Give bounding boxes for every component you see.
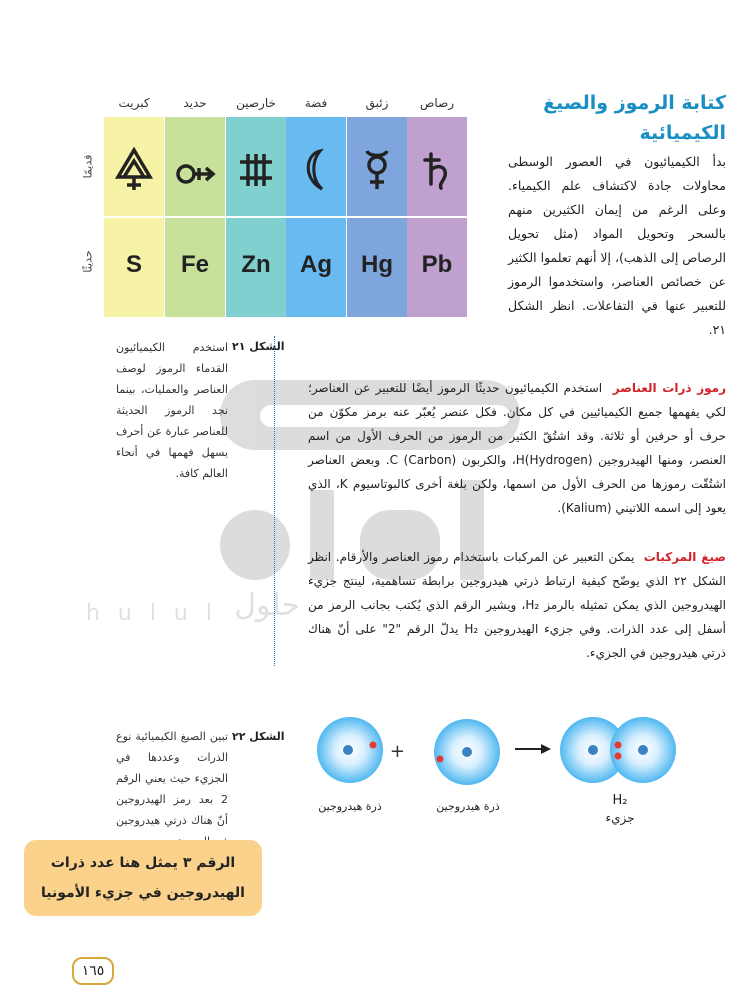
section-title: كتابة الرموز والصيغ الكيميائية	[543, 92, 726, 144]
figure21-caption: استخدم الكيميائيون القدماء الرموز لوصف العناصر والعمليات، بينما نجد الرموز الحديثة للعناصر عبارة عن أحرف يسهل فهمها في أنحاء العالم كافة.	[116, 341, 228, 480]
atom-label-1: ذرة هيدروجين	[318, 800, 382, 813]
lead-alchemy-icon	[407, 140, 467, 200]
hydrogen-molecule	[560, 717, 676, 783]
sulfur-alchemy-icon	[104, 140, 164, 200]
row-label-modern: حديثًا	[81, 250, 95, 273]
col-head-mercury: زئبق	[365, 96, 389, 110]
molecule-formula: H₂	[612, 793, 628, 808]
col-head-iron: حديد	[183, 96, 207, 110]
row-label-ancient: قديمًا	[81, 154, 95, 179]
callout-line-1: الرقم ٣ يمثل هنا عدد ذرات	[50, 855, 236, 871]
column-separator	[274, 336, 275, 666]
col-head-sulfur: كبريت	[118, 96, 150, 110]
figure22-caption: تبين الصيغ الكيميائية نوع الذرات وعددها في الجزيء حيث يعني الرقم 2 بعد رمز الهيدروجين أنّ هناك ذرتي هيدروجين	[116, 730, 228, 827]
iron-alchemy-icon	[165, 140, 225, 200]
element-symbols-heading: رموز ذرات العناصر	[612, 381, 726, 395]
atom-label-2: ذرة هيدروجين	[436, 800, 500, 813]
compound-formulas-text: يمكن التعبير عن المركبات باستخدام رموز العناصر والأرقام. انظر الشكل ٢٢ الذي يوضّح كيفية ارتباط ذرتي هيدروجين برابطة تساهمية، لينتج جزيء الهيدروجين الذي يمكن تمثيله بالرمز H₂، ويشير الرقم الذي يُكتب بجانب الرمز من أسفل إلى عدد الذرات. وفي جزيء الهيدروجين H₂ يدلّ الرقم "2" على أنّ هناك ذرتي هيدروجين في الجزيء.	[308, 550, 726, 660]
watermark-text-1: حلول	[234, 588, 300, 623]
callout-line-2: الهيدروجين في جزيء الأمونيا	[41, 885, 245, 901]
zinc-alchemy-icon	[226, 140, 286, 200]
col-head-silver: فضة	[304, 96, 328, 110]
page-number: ١٦٥	[72, 957, 114, 985]
compound-formulas-heading: صيغ المركبات	[643, 550, 726, 564]
watermark-text-2: hulul	[85, 601, 230, 626]
hydrogen-atom-1	[317, 717, 383, 783]
molecule-label: جزيء	[605, 811, 635, 825]
symbol-pb: Pb	[421, 251, 453, 278]
intro-paragraph: بدأ الكيميائيون في العصور الوسطى محاولات جادة لاكتشاف علم الكيمياء. وعلى الرغم من إيمان الكثيرين منهم بالسحر وتحويل المواد (مثل تحويل الرصاص إلى الذهب)، إلا أنهم تعلموا الكثير عن خصائص العناصر، واستخدموا الرموز للتعبير عنها في التفاعلات. انظر الشكل ٢١.	[508, 154, 726, 337]
col-head-zinc: خارصين	[236, 96, 276, 110]
mercury-alchemy-icon	[347, 140, 407, 200]
col-head-lead: رصاص	[419, 96, 455, 110]
symbol-s: S	[125, 251, 142, 278]
hydrogen-atom-2	[434, 719, 500, 785]
element-symbols-text: استخدم الكيميائيون حديثًا الرموز أيضًا للتعبير عن العناصر؛ لكي يفهمها جميع الكيميائيين في كل مكان. فكل عنصر يُعبّر عنه برمز مكوّن من حرف أو حرفين أو ثلاثة. وقد اشتُقّ الكثير من الرموز من الحرف الأول من اسم العنصر، ومنها الهيدروجين H(Hydrogen)، والكربون C (Carbon). وبعض العناصر اشتُقّت رموزها من الحرف الأول من اسمها، ولكن بلغة أخرى كالبوتاسيوم K، الذي يعود إلى اسمه اللاتيني (Kalium).	[308, 381, 727, 515]
callout-box	[24, 840, 262, 916]
symbol-hg: Hg	[361, 251, 393, 278]
symbol-zn: Zn	[241, 251, 271, 278]
element-symbols-paragraph	[308, 376, 726, 520]
figure22-label: الشكل ٢٢	[232, 730, 285, 743]
compound-formulas-paragraph	[308, 545, 726, 665]
symbol-fe: Fe	[180, 251, 209, 278]
silver-moon-icon	[286, 140, 346, 200]
figure21-label: الشكل ٢١	[232, 340, 285, 353]
symbol-ag: Ag	[300, 251, 332, 278]
reaction-arrow-icon	[515, 744, 551, 754]
plus-sign: +	[389, 741, 405, 762]
table-row-divider	[104, 216, 467, 218]
